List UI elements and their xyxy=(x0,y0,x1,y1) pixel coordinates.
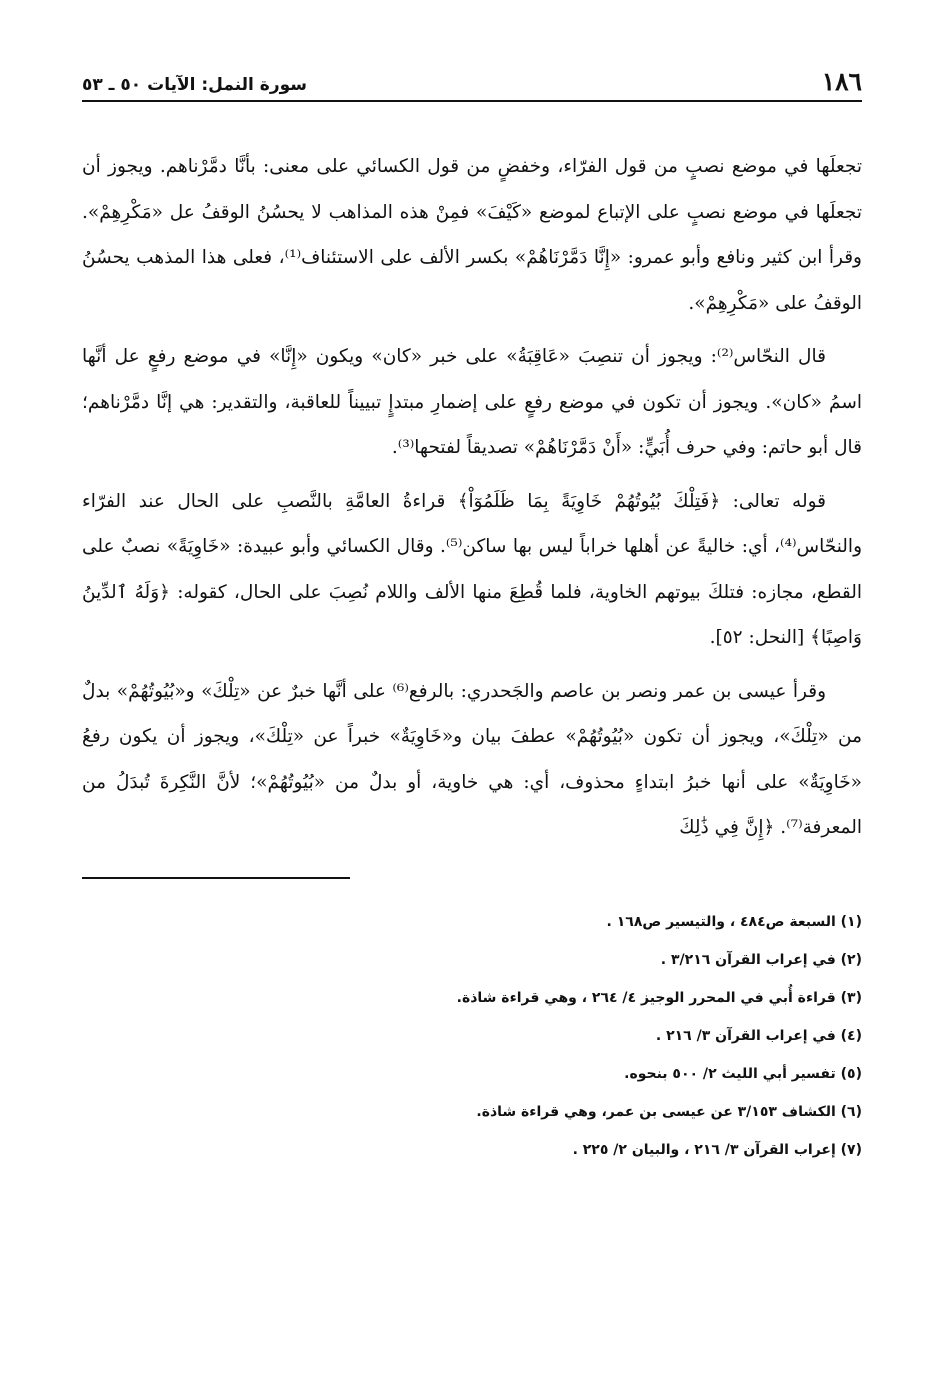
footnote: (٦) الكشاف ٣/١٥٣ عن عيسى بن عمر، وهي قراءة شاذة. xyxy=(476,1103,862,1120)
paragraph: قال النحّاس⁽²⁾: ويجوز أن تنصِبَ «عَاقِبَةُ» على خبر «كان» ويكون «إِنَّا» في موضع رفعٍ عل أنَّها اسمُ «كان». ويجوز أن تكون في موضع رفعٍ على إضمارِ مبتدإٍ تبييناً للعاقبة، والتقدير: هي إنَّا دمَّرْناهم؛ قال أبو حاتم: وفي حرف أُبَيٍّ: «أَنْ دَمَّرْنَاهُمْ» تصديقاً لفتحها⁽³⁾. xyxy=(82,346,862,458)
footnote: (١) السبعة ص٤٨٤ ، والتيسير ص١٦٨ . xyxy=(606,913,862,930)
main-text xyxy=(82,144,862,851)
page-number: ١٨٦ xyxy=(821,67,862,96)
paragraph: وقرأ عيسى بن عمر ونصر بن عاصم والجَحدري: بالرفع⁽⁶⁾ على أنَّها خبرٌ عن «تِلْكَ» و«بُيُوتُهُمْ» بدلٌ من «تِلْكَ»، ويجوز أن تكون «بُيُوتُهُمْ» عطفَ بيان و«خَاوِيَةٌ» خبراً عن «تِلْكَ»، ويجوز أن يكون رفعُ «خَاوِيَةٌ» على أنها خبرُ ابتداءٍ محذوف، أي: هي خاوية، أو بدلٌ من «بُيُوتُهُمْ»؛ لأنَّ النَّكِرةَ تُبدَلُ من المعرفة⁽⁷⁾. ﴿إِنَّ فِي ذَٰلِكَ xyxy=(82,680,862,838)
paragraph: قوله تعالى: ﴿فَتِلْكَ بُيُوتُهُمْ خَاوِيَةً بِمَا ظَلَمُوٓاْ﴾ قراءةُ العامَّةِ بالنَّصبِ على الحال عند الفرّاء والنحّاس⁽⁴⁾، أي: خاليةً عن أهلها خراباً ليس بها ساكن⁽⁵⁾. وقال الكسائي وأبو عبيدة: «خَاوِيَةً» نصبٌ على القطع، مجازه: فتلكَ بيوتهم الخاوية، فلما قُطِعَ منها الألف واللام نُصِبَ على الحال، كقوله: ﴿وَلَهُ ٱلدِّينُ وَاصِبًا﴾ [النحل: ٥٢]. xyxy=(82,490,862,648)
footnote: (٢) في إعراب القرآن ٣/٢١٦ . xyxy=(660,951,862,968)
footnote: (٤) في إعراب القرآن ٣/ ٢١٦ . xyxy=(655,1027,862,1044)
footnote: (٥) تفسير أبي الليث ٢/ ٥٠٠ بنحوه. xyxy=(624,1065,862,1082)
footnote-divider xyxy=(82,877,350,879)
footnotes-list xyxy=(82,903,862,1169)
running-title: سورة النمل: الآيات ٥٠ ـ ٥٣ xyxy=(82,75,307,95)
footnote: (٣) قراءة أُبي في المحرر الوجيز ٤/ ٢٦٤ ، وهي قراءة شاذة. xyxy=(456,989,862,1006)
footnote: (٧) إعراب القرآن ٣/ ٢١٦ ، والبيان ٢/ ٢٢٥ . xyxy=(572,1141,862,1158)
book-page xyxy=(82,56,862,1356)
page-header xyxy=(82,56,862,102)
paragraph: تجعلَها في موضع نصبٍ من قول الفرّاء، وخفضٍ من قول الكسائي على معنى: بأنَّا دمَّرْناهم. ويجوز أن تجعلَها في موضع نصبٍ على الإتباع لموضع «كَيْفَ» فمِنْ هذه المذاهب لا يحسُنُ الوقفُ عل «مَكْرِهِمْ». وقرأ ابن كثير ونافع وأبو عمرو: «إِنَّا دَمَّرْنَاهُمْ» بكسر الألف على الاستئناف⁽¹⁾، فعلى هذا المذهب يحسُنُ الوقفُ على «مَكْرِهِمْ». xyxy=(82,156,862,314)
